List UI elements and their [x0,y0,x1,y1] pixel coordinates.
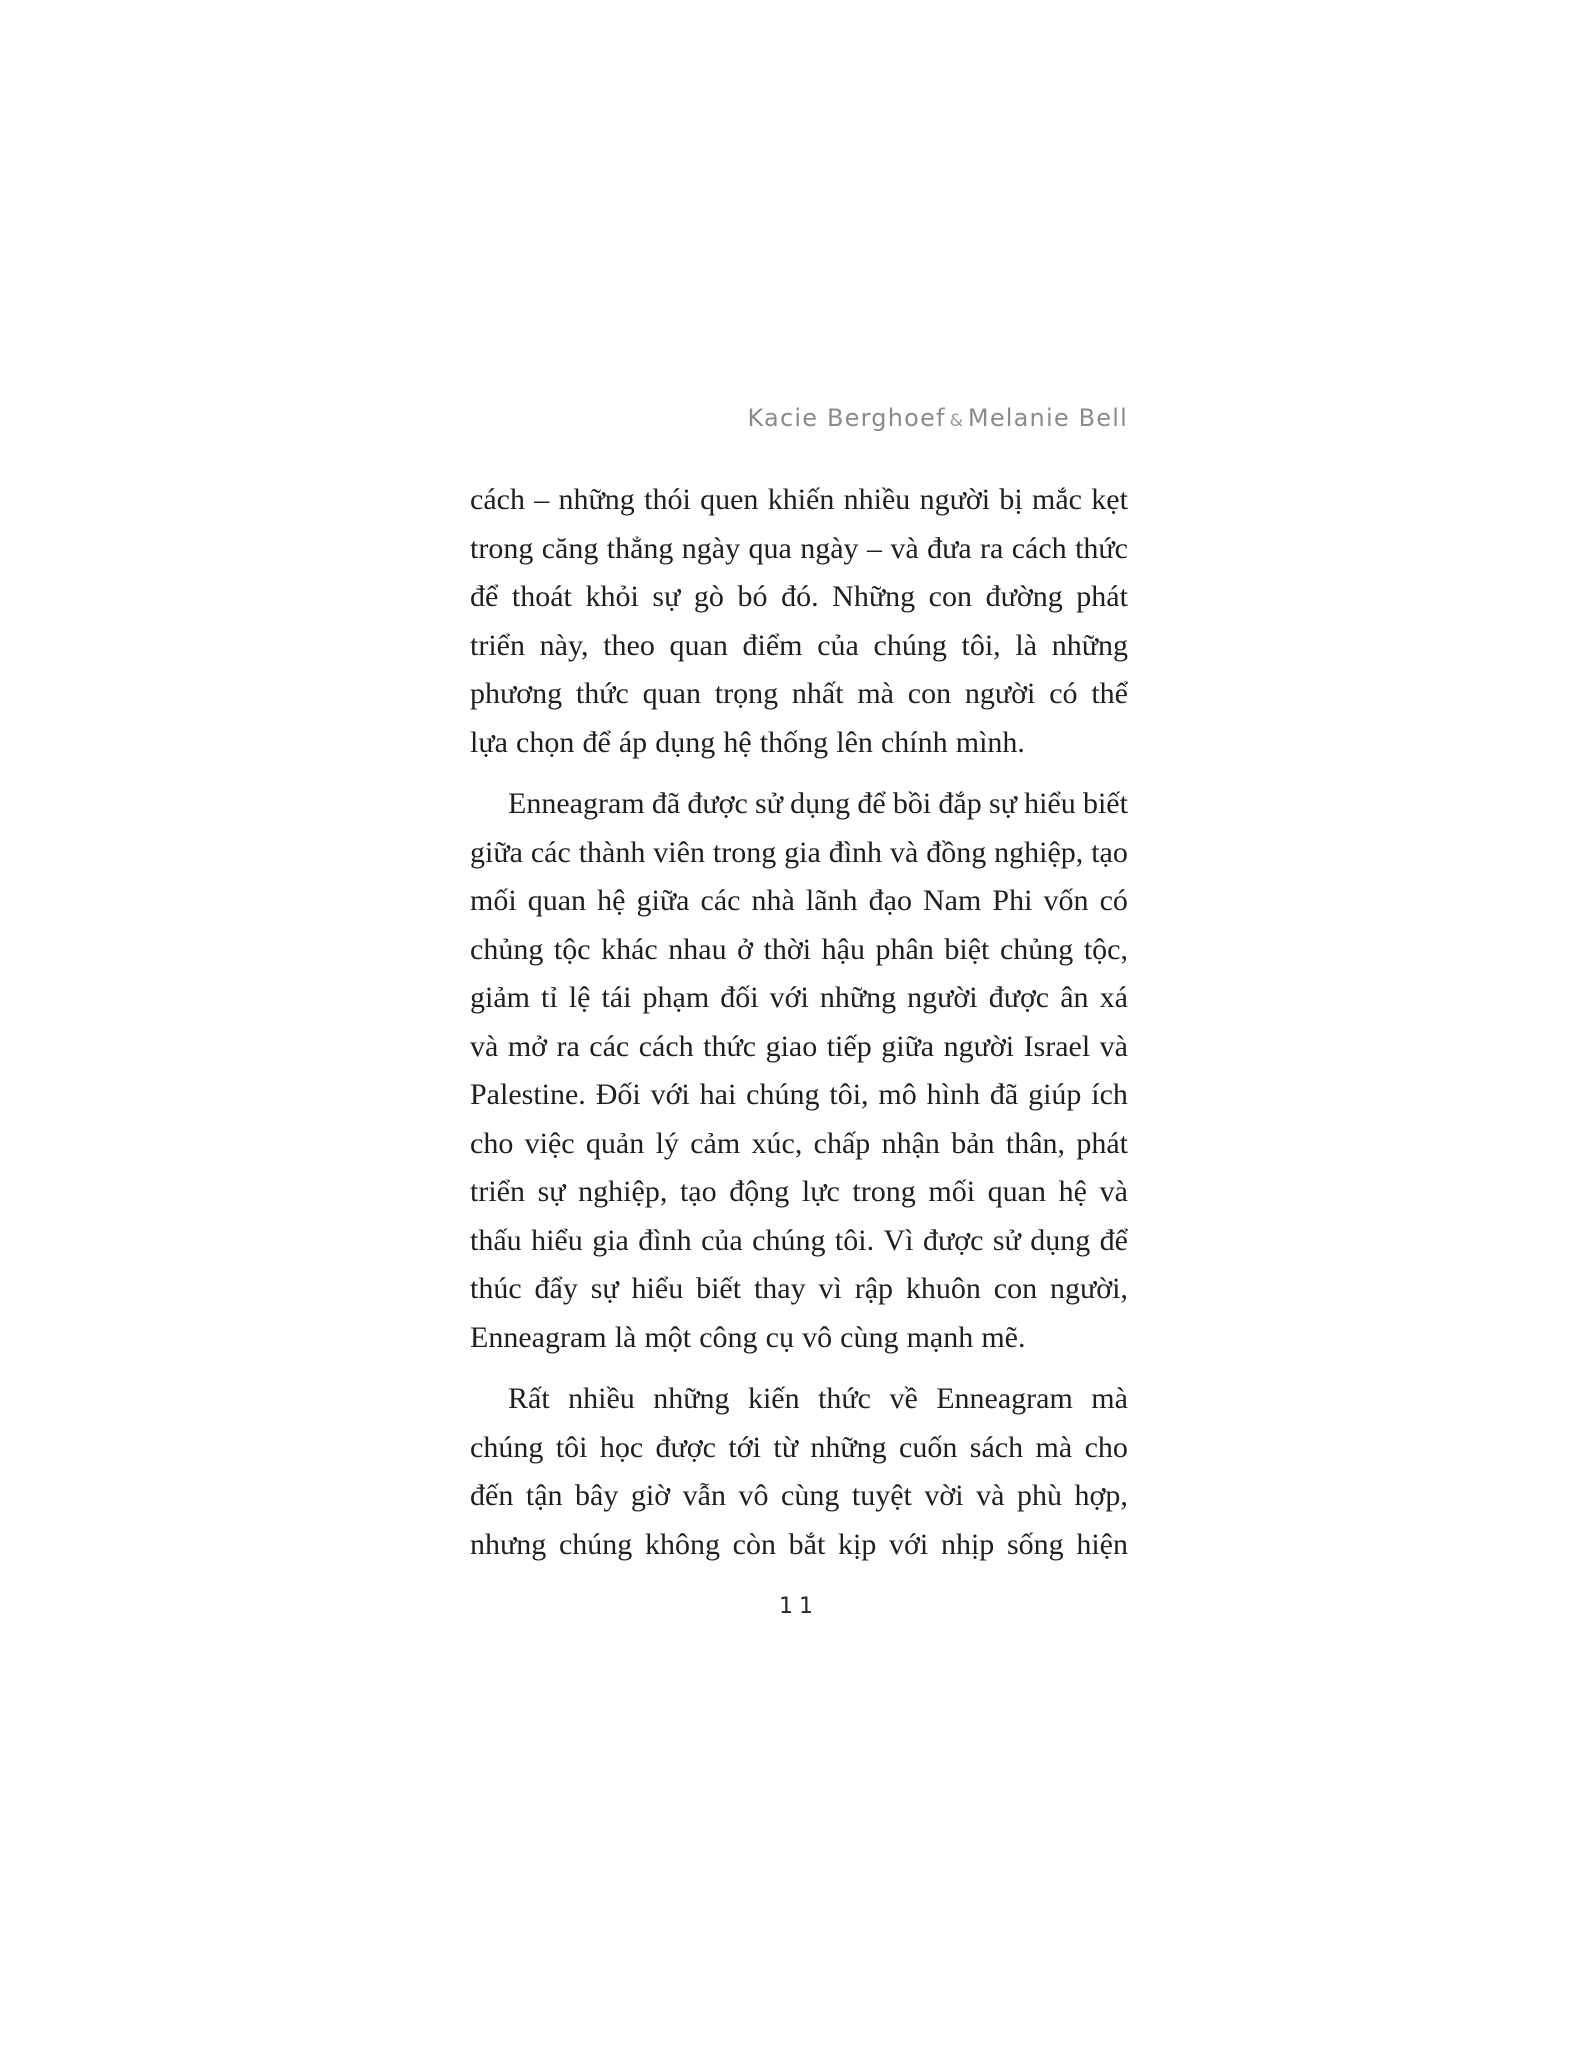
word: quan [669,628,728,662]
word: sự [537,1175,566,1209]
word: con [928,580,972,614]
word: thay [753,1272,806,1306]
word: thẳng [606,531,674,565]
word: sự [652,580,681,614]
word: kiến [747,1382,800,1416]
word: mắc [1032,483,1082,517]
word: gia [784,835,821,869]
word: giữa [881,1029,935,1063]
word: hình [926,1078,980,1112]
body-line [470,1375,1128,1424]
word: bản [951,1126,995,1160]
word: các [589,1029,630,1063]
word: đường [985,580,1063,614]
word: giao [765,1029,818,1063]
word: đã [651,787,681,821]
word: được [687,787,748,821]
word: chúng [752,1223,826,1257]
word: đẩy [534,1272,578,1306]
word: đã [989,1078,1019,1112]
word: quen [700,483,759,517]
word: mà [1035,1430,1073,1464]
word: để [470,580,499,614]
word: nhau [668,932,727,966]
word: thân, [1005,1126,1066,1160]
word: ra [980,531,1004,565]
word: này, [539,628,589,662]
word: các [700,884,741,918]
body-line [470,829,1128,878]
word: chủng [470,932,544,966]
word: ngày [800,531,859,565]
word: đưa [927,531,972,565]
word: được [922,1223,984,1257]
word: – [866,531,882,565]
word: tới [728,1430,761,1464]
running-header [470,404,1128,432]
word: những [819,981,897,1015]
word: cho [470,1126,514,1160]
word: các [530,835,571,869]
header-author-right: Melanie Bell [967,404,1128,432]
word: tộc, [1083,932,1128,966]
word: quan [527,884,587,918]
header-author-left: Kacie Berghoef [747,404,946,432]
word: vô [802,1320,833,1354]
body-line [470,476,1128,525]
word: sống [1006,1527,1064,1561]
word: chính [880,725,948,759]
word: những [653,1382,730,1416]
word: cách [638,1029,694,1063]
word: hiểu [531,1223,583,1257]
word: sử [755,787,783,821]
word: qua [748,531,792,565]
word: căng [541,531,599,565]
word: tạo [1091,835,1128,869]
body-line [470,573,1128,622]
page-body [470,476,1128,1582]
word: nhận [881,1126,940,1160]
body-line [470,1120,1128,1169]
word: xá [1099,981,1128,1015]
word: biết [696,1272,742,1306]
word: trong [852,1175,916,1209]
word: vốn [1043,884,1089,918]
word: bắt [788,1527,826,1561]
word: phát [1076,1126,1128,1160]
word: quản [585,1126,645,1160]
word: đạo [868,884,912,918]
body-line [470,719,1128,768]
word: chúng [873,628,947,662]
body-line [470,974,1128,1023]
word: phương [470,677,563,711]
word: giữa [470,835,523,869]
word: đồng [926,835,987,869]
word: áp [618,725,648,759]
word: cùng [781,1479,840,1513]
word: cho [1084,1430,1128,1464]
word: giờ [630,1479,671,1513]
word: để [582,725,611,759]
word: ân [1060,981,1089,1015]
word: quan [987,1175,1046,1209]
word: những [1051,628,1128,662]
word: đắp [938,787,982,821]
word: người [907,981,978,1015]
word: còn [732,1527,776,1561]
page-number: 11 [779,1594,819,1619]
body-line [470,1071,1128,1120]
word: sự [590,1272,619,1306]
word: cách [470,483,525,517]
word: tộc [553,932,591,966]
word: từ [773,1430,798,1464]
word: mối [928,1175,976,1209]
word: tôi [555,1430,588,1464]
body-paragraph [470,780,1128,1362]
word: dụng [655,725,716,759]
word: vô [738,1479,769,1513]
word: quan [642,677,701,711]
word: mẽ. [981,1320,1026,1354]
word: cùng [840,1320,899,1354]
word: kẹt [1091,483,1128,517]
word: rập [854,1272,894,1306]
word: việc [524,1126,575,1160]
word: phân [875,932,934,966]
word: trong [712,835,777,869]
word: nhiều [568,1382,635,1416]
word: kịp [838,1527,877,1561]
word: đình [828,835,883,869]
word: để [1099,1223,1128,1257]
word: là [614,1320,637,1354]
word: lãnh [805,884,858,918]
body-line [470,877,1128,926]
word: tiếp [826,1029,872,1063]
word: tận [525,1479,563,1513]
word: hệ [597,884,626,918]
word: và [1099,1175,1128,1209]
word: trong [470,531,534,565]
word: thức [1075,531,1128,565]
word: Enneagram [470,1320,607,1354]
word: cách [1011,531,1067,565]
word: ích [1091,1078,1128,1112]
word: của [817,628,859,662]
word: thức [703,1029,757,1063]
word: mở [507,1029,548,1063]
word: lên [836,725,873,759]
word: người [919,483,991,517]
word: điểm [742,628,803,662]
body-line [470,1521,1128,1570]
word: với [889,1527,929,1561]
word: với [769,981,809,1015]
word: hệ [1058,1175,1087,1209]
word: tái [601,981,632,1015]
word: tôi, [829,1078,869,1112]
word: biết [1082,787,1128,821]
word: có [1099,884,1128,918]
word: phát [1076,580,1128,614]
word: nghiệp, [994,835,1084,869]
word: lựa [470,725,508,759]
word: lực [801,1175,840,1209]
word: người [943,1029,1015,1063]
word: chấp [813,1126,871,1160]
word: – [534,483,550,517]
body-line [470,670,1128,719]
word: nghiệp, [578,1175,668,1209]
word: con [907,677,952,711]
word: hiểu [631,1272,684,1306]
word: được [655,1430,716,1464]
word: cuốn [899,1430,958,1464]
body-line [470,622,1128,671]
word: khuôn [905,1272,981,1306]
word: ở [737,932,754,966]
word: chúng [746,1078,820,1112]
word: người [964,677,1036,711]
word: giảm [470,981,530,1015]
word: phạm [642,981,710,1015]
word: mô [878,1078,917,1112]
word: gò [693,580,724,614]
word: bó [737,580,768,614]
word: lý [655,1126,679,1160]
word: khỏi [585,580,639,614]
word: chọn [516,725,575,759]
body-paragraph [470,1375,1128,1569]
word: tôi. [834,1223,875,1257]
word: cảm [690,1126,741,1160]
word: và [470,1029,499,1063]
word: giữa [636,884,690,918]
word: ra [556,1029,580,1063]
body-line [470,780,1128,829]
word: tạo [679,1175,717,1209]
word: và [889,835,919,869]
word: và [976,1479,1005,1513]
word: chủng [999,932,1074,966]
word: phù [1017,1479,1063,1513]
word: những [810,1430,887,1464]
word: mạnh [906,1320,974,1354]
word: thói [644,483,691,517]
word: hiện [1076,1527,1128,1561]
word: về [889,1382,918,1416]
word: chúng [470,1430,544,1464]
body-line [470,1217,1128,1266]
word: những [558,483,635,517]
word: vẫn [682,1479,726,1513]
word: dụng [790,787,851,821]
word: bồi [892,787,932,821]
word: đến [470,1479,514,1513]
word: với [650,1078,690,1112]
word: Nam [923,884,982,918]
word: tôi, [961,628,1001,662]
word: thành [578,835,646,869]
word: động [729,1175,790,1209]
body-line [470,1023,1128,1072]
word: một [644,1320,692,1354]
word: Vì [883,1223,914,1257]
word: con [993,1272,1038,1306]
word: tuyệt [851,1479,912,1513]
body-line [470,1314,1128,1363]
word: là [1015,628,1038,662]
word: sự [988,787,1017,821]
word: Palestine. [470,1078,586,1112]
word: tỉ [541,981,558,1015]
word: đó. [781,580,819,614]
word: thời [763,932,812,966]
body-line [470,1472,1128,1521]
word: thức [575,677,629,711]
word: hậu [821,932,865,966]
word: khác [601,932,658,966]
word: thể [1091,677,1128,711]
word: mối [470,884,517,918]
word: được [988,981,1050,1015]
word: trọng [714,677,779,711]
word: hợp, [1074,1479,1128,1513]
word: vì [818,1272,842,1306]
word: mà [857,677,894,711]
word: không [644,1527,720,1561]
word: viên [653,835,705,869]
word: đình [638,1223,692,1257]
word: hệ [723,725,752,759]
word: nhà [751,884,795,918]
word: hiểu [1024,787,1076,821]
word: có [1049,677,1078,711]
header-ampersand: & [949,411,964,431]
word: thống [759,725,829,759]
word: bây [575,1479,619,1513]
word: thúc [470,1272,522,1306]
word: Đối [595,1078,641,1112]
word: sử [992,1223,1021,1257]
word: cụ [765,1320,794,1354]
word: giúp [1028,1078,1082,1112]
body-line [470,926,1128,975]
body-line [470,525,1128,574]
word: lệ [568,981,591,1015]
word: chúng [558,1527,633,1561]
body-line [470,1424,1128,1473]
body-line [470,1265,1128,1314]
word: ngày [681,531,741,565]
word: Phi [992,884,1033,918]
word: Israel [1023,1029,1091,1063]
word: sách [969,1430,1024,1464]
word: công [699,1320,758,1354]
word: người, [1049,1272,1128,1306]
word: mà [1091,1382,1128,1416]
word: học [599,1430,644,1464]
word: triển [470,1175,525,1209]
word: gia [592,1223,629,1257]
word: hai [699,1078,737,1112]
word: mình. [955,725,1025,759]
word: Enneagram [508,787,645,821]
word: để [857,787,886,821]
word: bị [999,483,1023,517]
word: khiến [767,483,835,517]
word: theo [603,628,655,662]
word: vời [924,1479,964,1513]
word: và [890,531,919,565]
word: triển [470,628,525,662]
word: Enneagram [936,1382,1073,1416]
word: nhưng [470,1527,547,1561]
word: dụng [1030,1223,1091,1257]
word: Những [832,580,916,614]
word: của [701,1223,743,1257]
word: Rất [508,1382,550,1416]
word: và [1099,1029,1128,1063]
word: biệt [944,932,990,966]
body-paragraph [470,476,1128,767]
body-line [470,1168,1128,1217]
word: nhất [791,677,844,711]
word: thoát [511,580,572,614]
word: thức [818,1382,871,1416]
word: xúc, [751,1126,803,1160]
word: nhiều [843,483,911,517]
word: đối [720,981,759,1015]
word: nhịp [940,1527,995,1561]
word: thấu [470,1223,522,1257]
